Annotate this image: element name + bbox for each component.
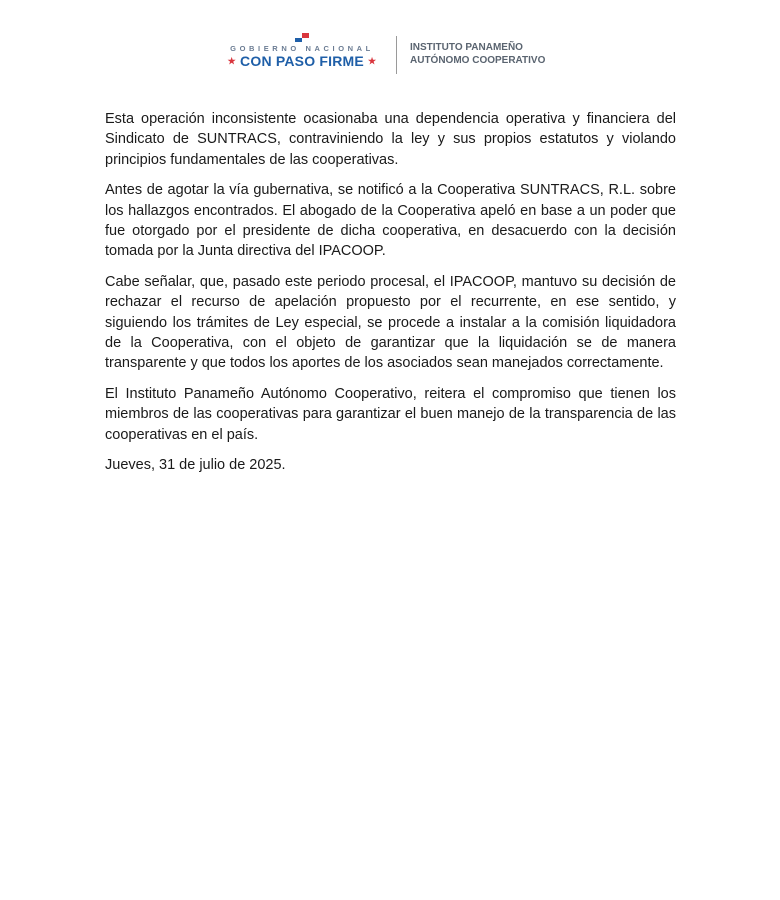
document-body [105, 109, 676, 486]
institute-logo-line1: INSTITUTO PANAMEÑO [410, 42, 523, 53]
paragraph: El Instituto Panameño Autónomo Cooperativo, reitera el compromiso que tienen los miembros de las cooperativas para garantizar el buen manejo de la transparencia de las cooperativas en el país. [105, 385, 676, 443]
panama-flag-icon [295, 33, 309, 42]
star-icon: ★ [227, 56, 236, 66]
government-logo-line1: GOBIERNO NACIONAL [230, 44, 374, 53]
letterhead [0, 32, 780, 76]
document-date: Jueves, 31 de julio de 2025. [105, 457, 286, 474]
star-icon: ★ [368, 56, 377, 66]
institute-logo [410, 41, 545, 67]
institute-logo-line2: AUTÓNOMO COOPERATIVO [410, 55, 546, 66]
logo-divider [396, 36, 397, 74]
paragraph: Esta operación inconsistente ocasionaba una dependencia operativa y financiera del Sindicato de SUNTRACS, contraviniendo la ley y sus propios estatutos y violando principios fundamentales de las cooperativas. [105, 111, 676, 168]
paragraph: Cabe señalar, que, pasado este periodo procesal, el IPACOOP, mantuvo su decisión de rechazar el recurso de apelación propuesto por el recurrente, en ese sentido, y siguiendo los trámites de Ley especial, se procede a instalar a la comisión liquidadora de la Cooperativa, con el objeto de garantizar que la liquidación se de manera transparente y que todos los aportes de los asociados sean manejados correctamente. [105, 273, 676, 372]
paragraph: Antes de agotar la vía gubernativa, se notificó a la Cooperativa SUNTRACS, R.L. sobre los hallazgos encontrados. El abogado de la Cooperativa apeló en base a un poder que fue otorgado por el presidente de dicha cooperativa, en desacuerdo con la decisión tomada por la Junta directiva del IPACOOP. [105, 182, 676, 260]
government-logo [218, 32, 386, 72]
government-logo-slogan: CON PASO FIRME [240, 53, 364, 69]
government-logo-line2 [218, 53, 386, 69]
